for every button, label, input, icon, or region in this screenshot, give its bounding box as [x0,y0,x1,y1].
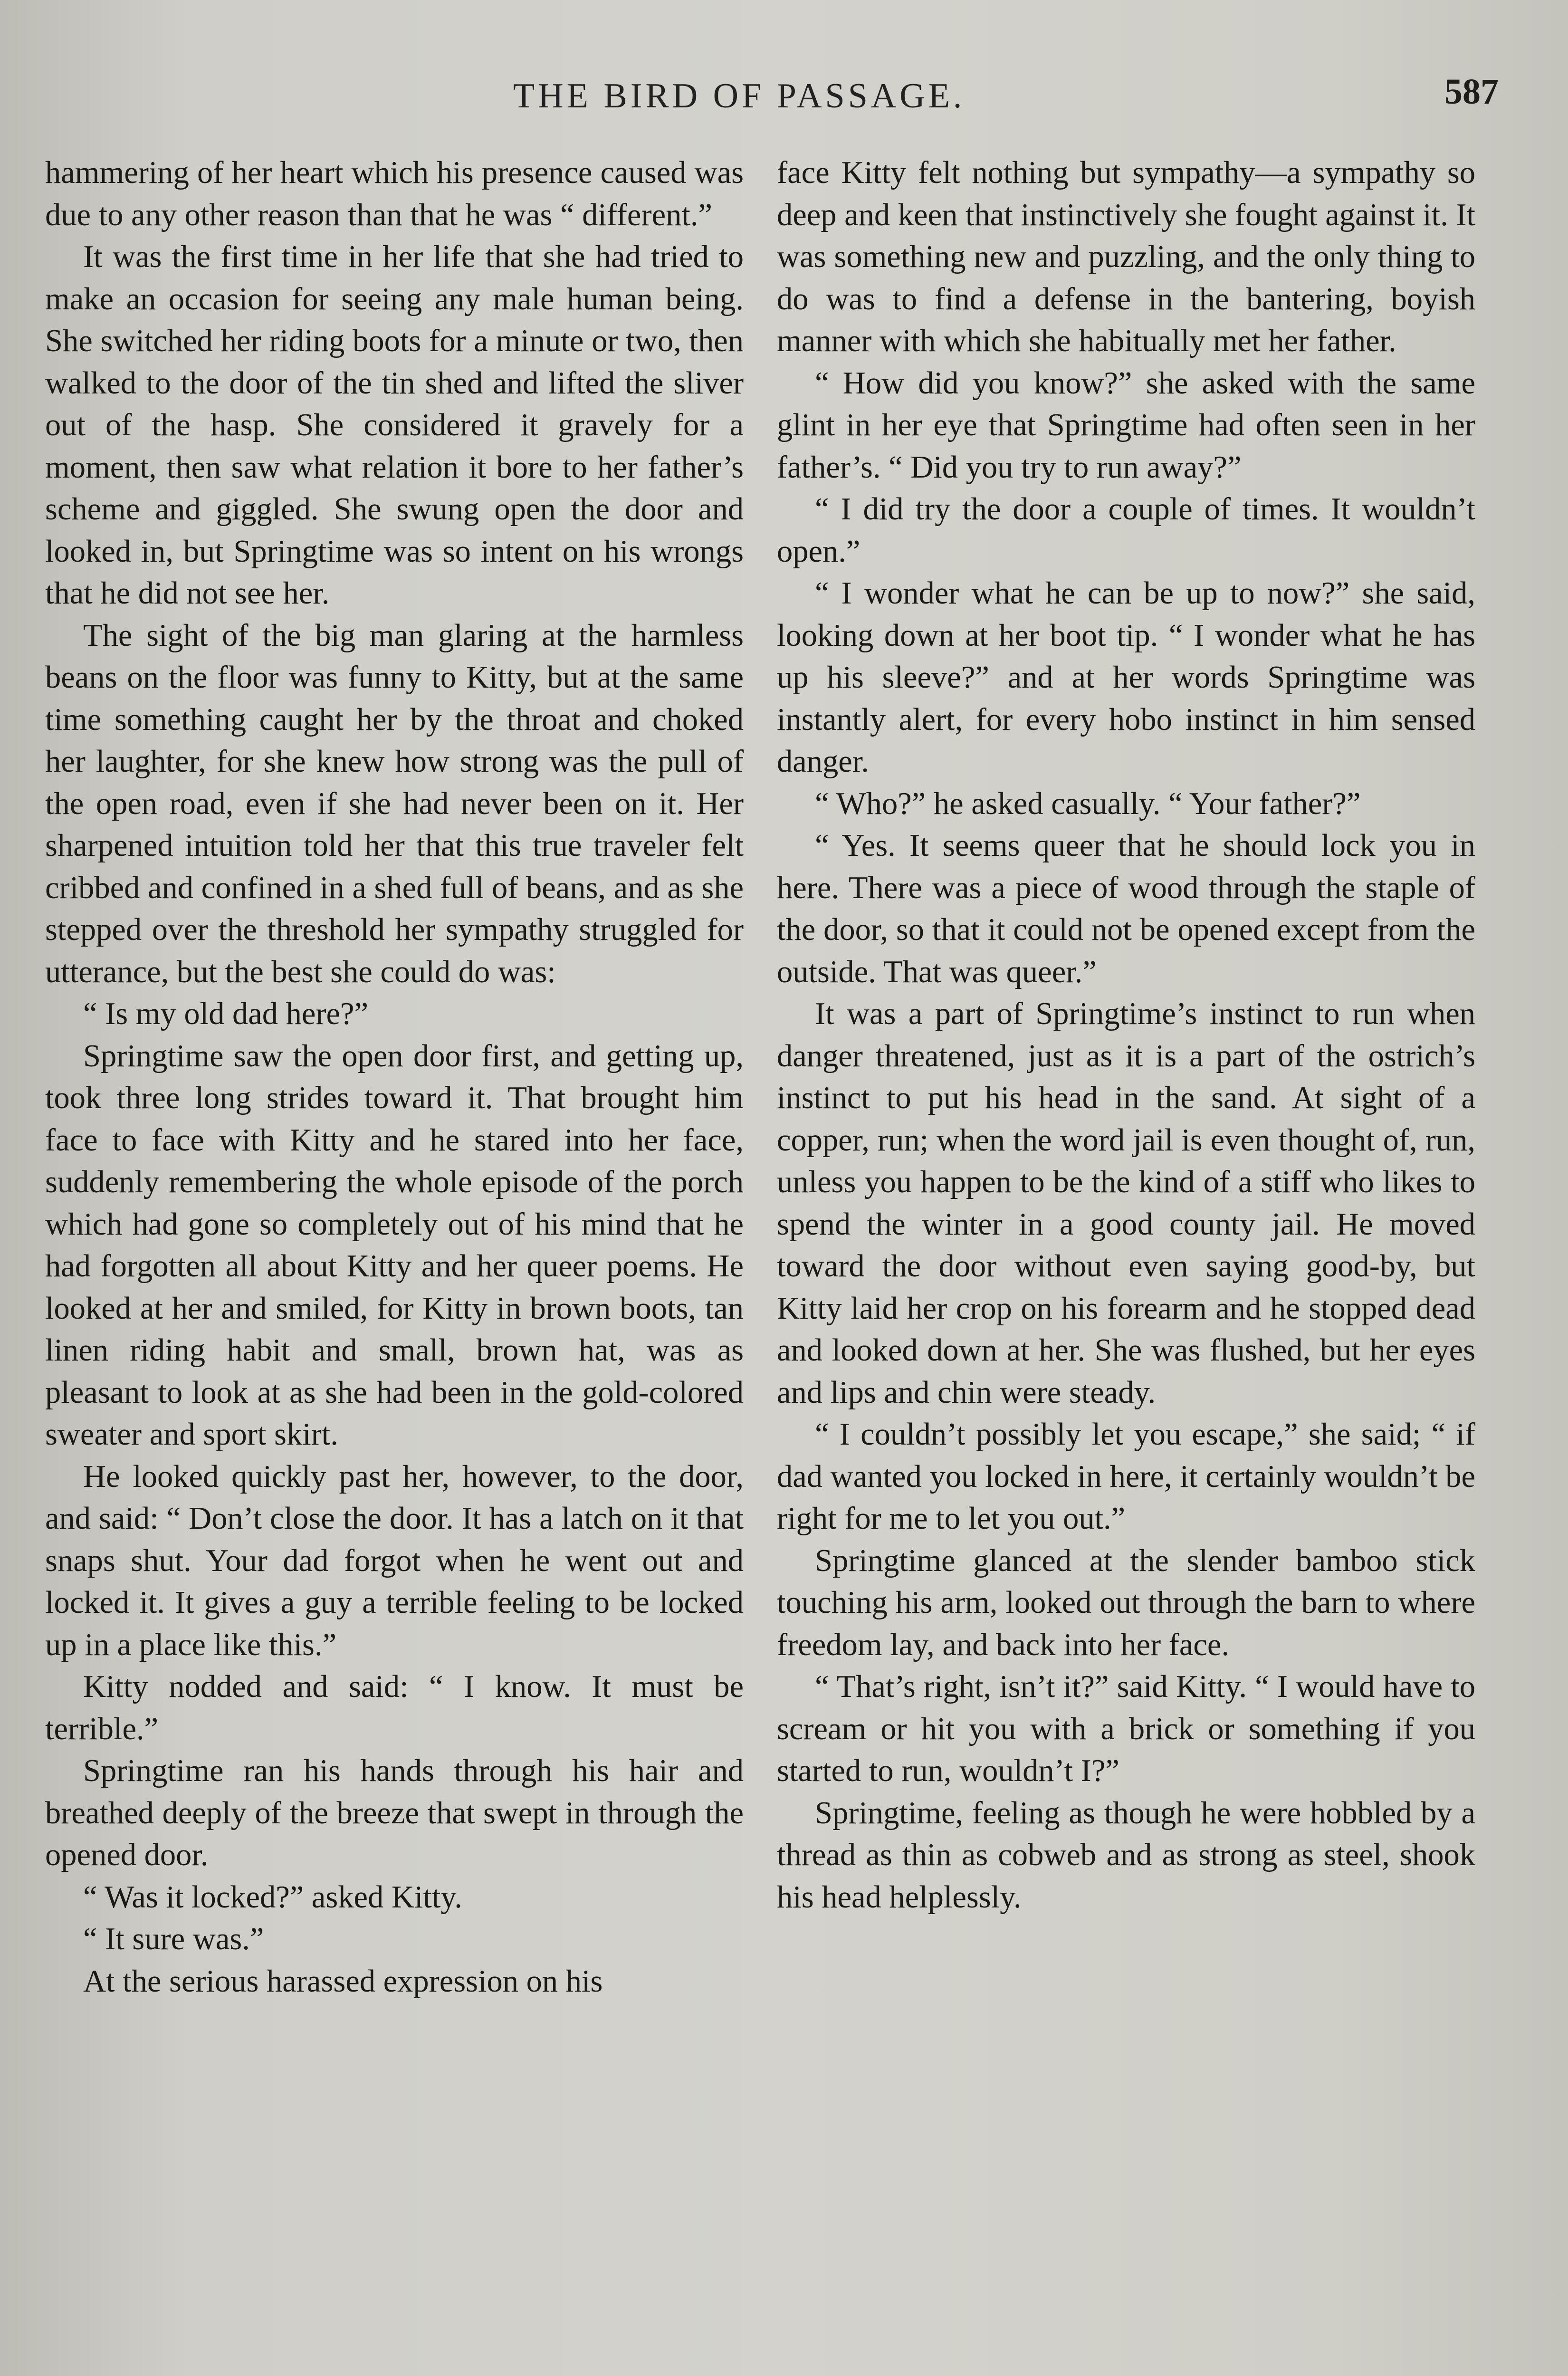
paragraph: “ Who?” he asked casually. “ Your father?” [815,786,1361,821]
paragraph: face Kitty felt nothing but sympathy—a sympathy so deep and keen that instinctively she fought against it. It was something new and puzzling, and the only thing to do was to find a defense in the bantering, boyish manner with which she habitually met her father. [777,155,1476,358]
paragraph: Kitty nodded and said: “ I know. It must be terrible.” [45,1669,744,1746]
paragraph: “ Is my old dad here?” [83,996,369,1031]
paragraph: “ I couldn’t possibly let you escape,” she said; “ if dad wanted you locked in here, it certainly wouldn’t be right for me to let you out.” [777,1417,1475,1536]
paragraph: hammering of her heart which his presence caused was due to any other reason than that he was “ different.” [45,155,744,232]
paragraph: Springtime saw the open door first, and getting up, took three long strides toward it. That brought him face to face with Kitty and he stared into her face, suddenly remembering the whole episode of the porch which had gone so completely out of his mind that he had forgotten all about Kitty and her queer poems. He looked at her and smiled, for Kitty in brown boots, tan linen riding habit and small, brown hat, was as pleasant to look at as she had been in the gold-colored sweater and sport skirt. [45,1038,744,1452]
paragraph: He looked quickly past her, however, to the door, and said: “ Don’t close the door. It has a latch on it that snaps shut. Your dad forgot when he went out and locked it. It gives a guy a terrible feeling to be locked up in a place like this.” [45,1459,744,1662]
paragraph: Springtime glanced at the slender bamboo stick touching his arm, looked out through the barn to where freedom lay, and back into her face. [777,1543,1475,1662]
paragraph: “ I wonder what he can be up to now?” she said, looking down at her boot tip. “ I wonder what he has up his sleeve?” and at her words Springtime was instantly alert, for every hobo instinct in him sensed danger. [777,576,1475,779]
right-column [777,152,1475,1918]
left-column [45,152,744,2002]
paragraph: “ Yes. It seems queer that he should lock you in here. There was a piece of wood through the staple of the door, so that it could not be opened except from the outside. That was queer.” [777,828,1475,989]
running-header [0,71,1568,124]
paragraph: Springtime, feeling as though he were hobbled by a thread as thin as cobweb and as strong as steel, shook his head helplessly. [777,1795,1475,1915]
paragraph: “ I did try the door a couple of times. It wouldn’t open.” [777,492,1475,569]
paragraph: The sight of the big man glaring at the harmless beans on the floor was funny to Kitty, but at the same time something caught her by the throat and choked her laughter, for she knew how strong was the pull of the open road, even if she had never been on it. Her sharpened intuition told her that this true traveler felt cribbed and confined in a shed full of beans, and as she stepped over the threshold her sympathy struggled for utterance, but the best she could do was: [45,618,744,989]
paragraph: It was the first time in her life that she had tried to make an occasion for seeing any male human being. She switched her riding boots for a minute or two, then walked to the door of the tin shed and lifted the sliver out of the hasp. She considered it gravely for a moment, then saw what relation it bore to her father’s scheme and giggled. She swung open the door and looked in, but Springtime was so intent on his wrongs that he did not see her. [45,240,744,611]
paragraph: “ How did you know?” she asked with the same glint in her eye that Springtime had often seen in her father’s. “ Did you try to run away?” [777,365,1475,485]
running-title: THE BIRD OF PASSAGE. [513,77,966,115]
paragraph: “ Was it locked?” asked Kitty. [83,1879,462,1915]
paragraph: Springtime ran his hands through his hair and breathed deeply of the breeze that swept in through the opened door. [45,1753,744,1872]
paragraph: “ It sure was.” [83,1922,264,1956]
paragraph: “ That’s right, isn’t it?” said Kitty. “ I would have to scream or hit you with a brick or something if you started to run, wouldn’t I?” [777,1669,1475,1788]
paragraph: At the serious harassed expression on his [83,1964,603,1999]
page-number: 587 [1444,72,1499,112]
paragraph: It was a part of Springtime’s instinct to run when danger threatened, just as it is a part of the ostrich’s instinct to put his head in the sand. At sight of a copper, run; when the word jail is even thought of, run, unless you happen to be the kind of a stiff who likes to spend the winter in a good county jail. He moved toward the door without even saying good-by, but Kitty laid her crop on his forearm and he stopped dead and looked down at her. She was flushed, but her eyes and lips and chin were steady. [777,996,1475,1410]
